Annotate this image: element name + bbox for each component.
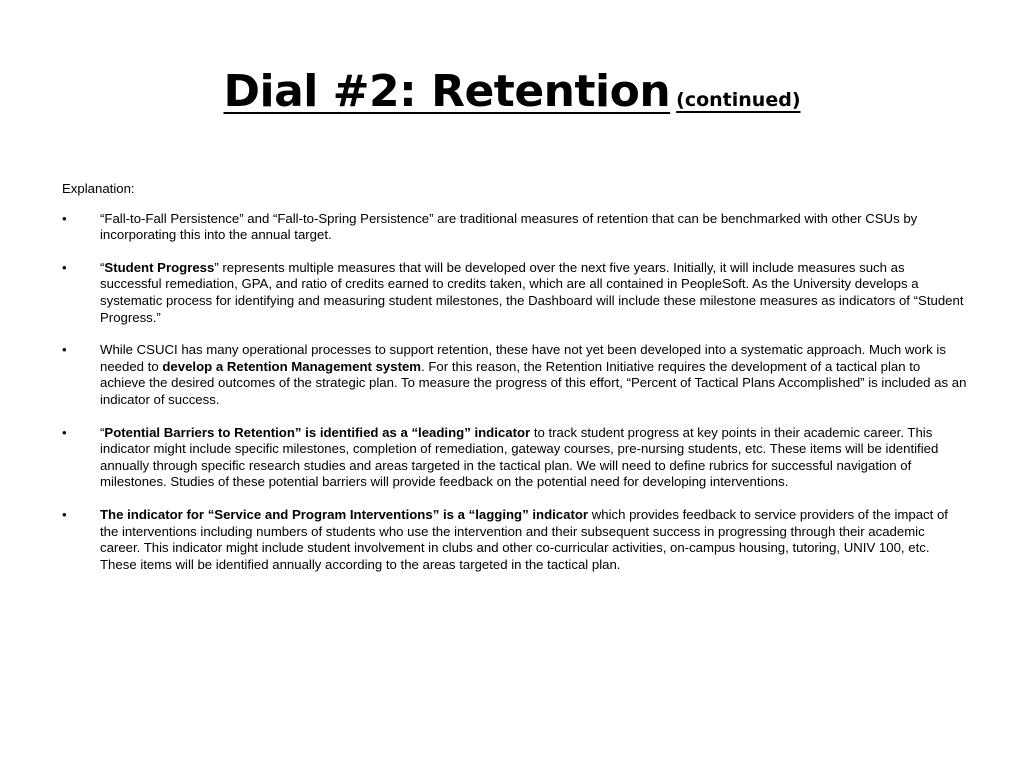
bullet-item (62, 425, 967, 491)
text-segment: “Fall-to-Fall Persistence” and “Fall-to-Spring Persistence” are traditional measures of retention that can be benchmarked with other CSUs by incorporating this into the annual target. (100, 210, 918, 243)
text-segment: ” represents multiple measures that will be developed over the next five years. Initially, it will include measures such as successful remediation, GPA, and ratio of credits earned to credits taken, which are all contained in PeopleSoft. As the University develops a systematic process for identifying and measuring student milestones, the Dashboard will include these milestone measures as indicators of “Student Progress.” (100, 259, 964, 325)
bullet-text (100, 211, 917, 243)
bullet-text (100, 507, 948, 572)
text-segment: to track student progress at key points in their academic career. This indicator might include specific milestones, completion of remediation, gateway courses, pre-nursing students, etc. These items will be identified annually through specific research studies and areas targeted in the tactical plan. We will need to define rubrics for successful navigation of milestones. Studies of these potential barriers will provide feedback on the potential need for developing interventions. (100, 424, 939, 490)
title-text: Dial #2: Retention (223, 66, 671, 117)
text-segment: “ (100, 259, 105, 275)
bold-text-segment: The indicator for “Service and Program Interventions” is a “lagging” indicator (100, 506, 589, 522)
slide-body (62, 181, 967, 589)
bold-text-segment: Student Progress (104, 259, 215, 275)
bullet-icon: • (62, 424, 67, 440)
bullet-item (62, 342, 967, 408)
text-segment: . For this reason, the Retention Initiative requires the development of a tactical plan to achieve the desired outcomes of the strategic plan. To measure the progress of this effort, “Percent of Tactical Plans Accomplished” is included as an indicator of success. (100, 358, 967, 407)
bullet-icon: • (62, 506, 67, 522)
bullet-icon: • (62, 342, 67, 358)
bullet-text (100, 425, 938, 490)
bullet-icon: • (62, 210, 67, 226)
text-segment: “ (100, 424, 105, 440)
title-suffix: (continued) (676, 89, 801, 111)
bullet-text (100, 260, 964, 325)
bullet-icon: • (62, 259, 67, 275)
bold-text-segment: develop a Retention Management system (162, 358, 422, 374)
slide-title (0, 66, 1024, 117)
bullet-item (62, 507, 967, 573)
text-segment: which provides feedback to service providers of the impact of the interventions including numbers of students who use the intervention and their subsequent success in progressing through their academic career. This indicator might include student involvement in clubs and other co-curricular activities, on-campus housing, tutoring, UNIV 100, etc. These items will be identified annually according to the areas targeted in the tactical plan. (100, 506, 948, 572)
text-segment: While CSUCI has many operational processes to support retention, these have not yet been developed into a systematic approach. Much work is needed to (100, 342, 946, 374)
explanation-label: Explanation: (62, 181, 135, 196)
bullet-list (62, 211, 967, 574)
bullet-item (62, 260, 967, 326)
bullet-text (100, 342, 966, 407)
bold-text-segment: Potential Barriers to Retention” is identified as a “leading” indicator (104, 424, 531, 440)
bullet-item (62, 211, 967, 244)
